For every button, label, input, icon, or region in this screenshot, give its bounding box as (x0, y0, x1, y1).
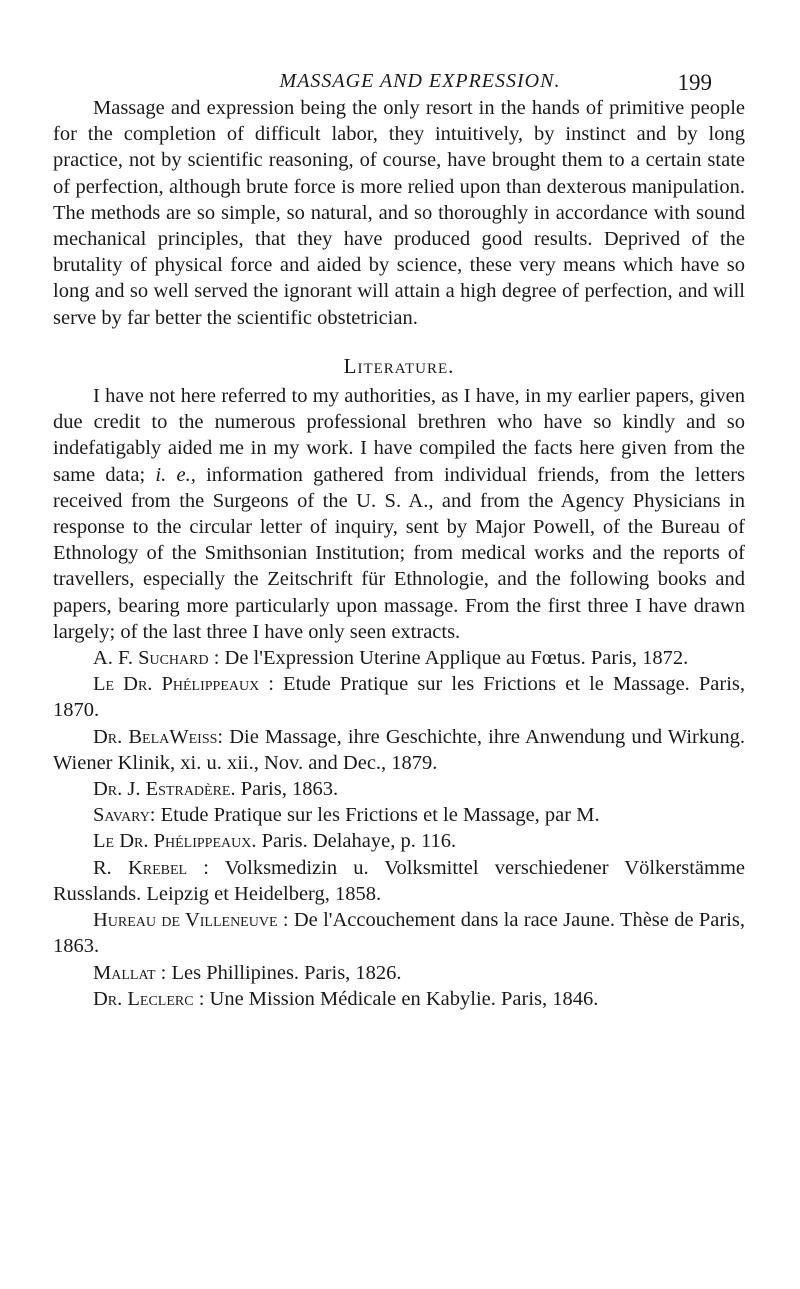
reference-text: De l'Accouchement dans la race Jaune. Thèse de Paris, 1863. (53, 909, 745, 958)
reference-text: Etude Pratique sur les Frictions et le Massage, par M. (160, 804, 600, 827)
reference-item (53, 776, 745, 802)
page-number: 199 (677, 70, 712, 95)
paragraph-authorities (53, 383, 745, 645)
reference-author: A. F. Suchard : (93, 647, 220, 670)
page-body (53, 95, 745, 1012)
running-title: MASSAGE AND EXPRESSION. (279, 70, 561, 92)
reference-item (53, 828, 745, 854)
reference-text: Etude Pratique sur les Frictions et le Massage. Paris, 1870. (53, 673, 745, 722)
reference-author: Hureau de Villeneuve : (93, 909, 289, 932)
reference-author: Le Dr. Phélippeaux. (93, 830, 257, 853)
section-heading-literature: Literature. (343, 353, 455, 378)
reference-list (53, 645, 745, 1012)
reference-author: Savary: (93, 804, 156, 827)
reference-author: Mallat : (93, 961, 167, 984)
paragraph-authorities-part-2: information gathered from individual friends, from the letters received from the Surgeons of the U. S. A., and from the Agency Physicians in response to the circular letter of inquiry, sent by Major Powell, of the Bureau of Ethnology of the Smithsonian Institution; from medical works and the reports of travellers, especially the Zeitschrift für Ethnologie, and the following books and papers, bearing more particularly upon massage. From the first three I have drawn largely; of the last three I have only seen extracts. (53, 463, 746, 643)
paragraph-authorities-part-1: I have not here referred to my authorities, as I have, in my earlier papers, given due credit to the numerous professional brethren who have so kindly and so indefatigably aided me in my work. I have compiled the facts here given from the same data; (53, 385, 745, 486)
reference-text: Les Phillipines. Paris, 1826. (171, 961, 402, 984)
reference-item (53, 724, 745, 776)
reference-author: Le Dr. Phélippeaux : (93, 673, 274, 696)
reference-text: De l'Expression Uterine Applique au Fœtus. Paris, 1872. (224, 647, 689, 670)
reference-author: Dr. Leclerc : (93, 987, 205, 1010)
ie-abbreviation: i. e., (155, 463, 196, 486)
reference-author: Dr. BelaWeiss: (93, 725, 224, 748)
reference-item (53, 986, 745, 1012)
reference-item (53, 645, 745, 671)
reference-item (53, 671, 745, 723)
reference-item (53, 802, 745, 828)
reference-item (53, 907, 745, 959)
reference-text: Volksmedizin u. Volksmittel verschiedener Völkerstämme Russlands. Leipzig et Heidelberg, 1858. (53, 856, 745, 905)
reference-text: Paris, 1863. (240, 778, 339, 801)
reference-text: Une Mission Médicale en Kabylie. Paris, 1846. (209, 987, 599, 1010)
reference-author: Dr. J. Estradère. (93, 778, 236, 801)
reference-text: Paris. Delahaye, p. 116. (261, 830, 457, 853)
reference-item (53, 855, 745, 907)
reference-author: R. Krebel : (93, 856, 209, 879)
paragraph-massage: Massage and expression being the only resort in the hands of primitive people for the completion of difficult labor, they intuitively, by instinct and by long practice, not by scientific reasoning, of course, have brought them to a certain state of perfection, although brute force is more relied upon than dexterous manipulation. The methods are so simple, so natural, and so thoroughly in accordance with sound mechanical principles, that they have produced good results. Deprived of the brutality of physical force and aided by science, these very means which have so long and so well served the ignorant will attain a high degree of perfection, and will serve by far better the scientific obstetrician. (53, 97, 745, 329)
reference-text: Die Massage, ihre Geschichte, ihre Anwendung und Wirkung. Wiener Klinik, xi. u. xii., Nov. and Dec., 1879. (53, 725, 745, 774)
reference-item (53, 960, 745, 986)
